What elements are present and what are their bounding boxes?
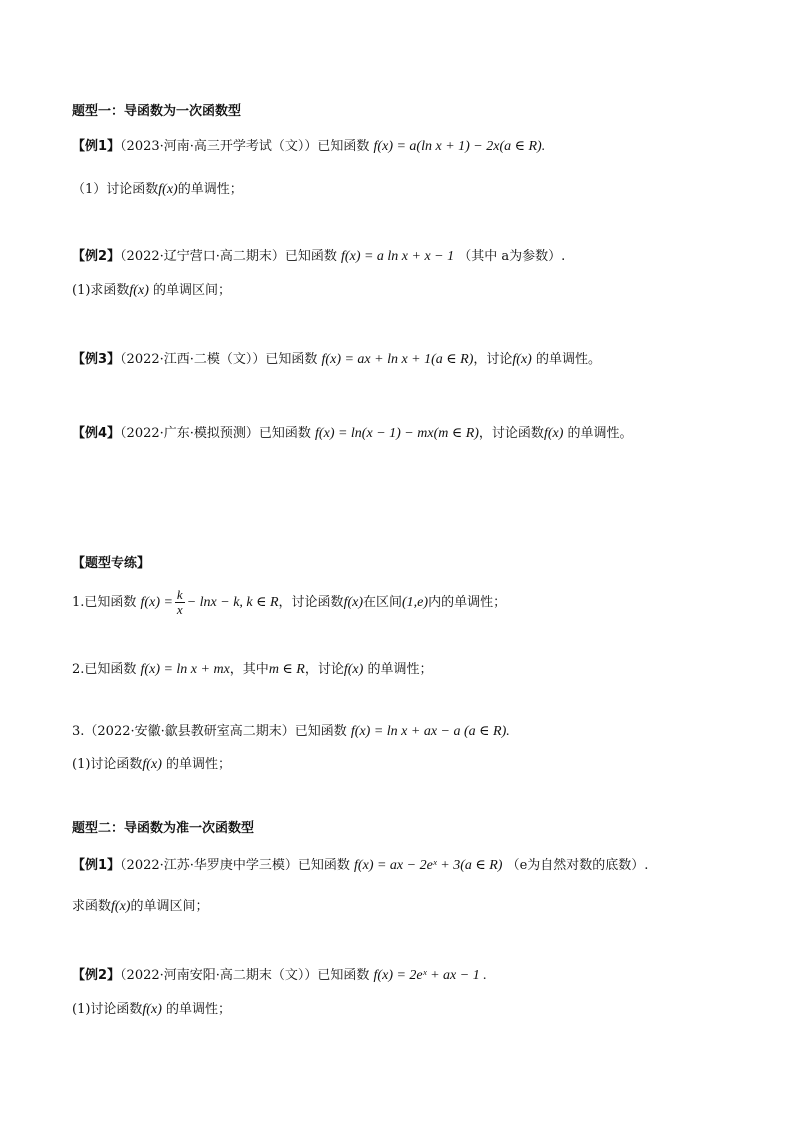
- example-2-2-question-1: [72, 1000, 231, 1020]
- example-tail: ，讨论函数: [478, 426, 544, 441]
- example-source: （2022·辽宁营口·高二期末）已知函数: [120, 249, 337, 264]
- example-3: [72, 350, 601, 370]
- question-text: 3.（2022·安徽·歙县教研室高二期末）已知函数: [72, 724, 347, 739]
- question-text: 的单调性；: [367, 662, 433, 677]
- question-text: 内的单调性；: [428, 595, 507, 610]
- example-source: （2023·河南·高三开学考试（文））已知函数: [120, 139, 370, 154]
- question-text: ，讨论函数: [278, 595, 344, 610]
- example-tail: ，讨论: [473, 352, 513, 367]
- fraction-numerator: k: [176, 587, 183, 602]
- example-tag: 【例2】: [72, 968, 121, 983]
- question-text: ，讨论: [304, 662, 344, 677]
- question-text: 2.已知函数: [72, 662, 137, 677]
- math-func: f(x): [142, 757, 162, 772]
- math-func: f(x): [343, 595, 363, 610]
- example-tag: 【例2】: [72, 249, 121, 264]
- math-formula: f(x) = ln x + ax − a (a ∈ R).: [350, 724, 510, 739]
- math-func: f(x): [142, 1002, 162, 1017]
- question-text: (1)求函数: [72, 283, 130, 298]
- question-text: 1.已知函数: [72, 595, 137, 610]
- question-text: 在区间: [363, 595, 403, 610]
- section-title-2: 题型二：导函数为准一次函数型: [72, 821, 255, 836]
- math-formula: f(x) = a(ln x + 1) − 2x(a ∈ R).: [373, 139, 546, 154]
- example-source: （2022·河南安阳·高二期末（文））已知函数: [120, 968, 370, 983]
- math-formula: f(x) = ln(x − 1) − mx(m ∈ R): [315, 426, 479, 441]
- example-2-question-1: [72, 281, 231, 301]
- question-text: 求函数: [72, 899, 112, 914]
- question-text: 的单调性；: [166, 1002, 232, 1017]
- fraction: [175, 588, 185, 617]
- example-2-1: [72, 856, 648, 876]
- math-rest: − lnx − k, k ∈ R: [186, 595, 279, 610]
- question-text: 的单调区间；: [153, 283, 232, 298]
- math-formula: f(x) = ln x + mx: [140, 662, 230, 677]
- example-2: [72, 247, 565, 267]
- practice-title: 【题型专练】: [72, 556, 151, 571]
- example-1-question-1: [72, 180, 243, 200]
- math-func: f(x): [343, 662, 364, 677]
- question-text: 的单调性；: [177, 182, 243, 197]
- example-1: [72, 137, 545, 157]
- question-text: (1)讨论函数: [72, 757, 143, 772]
- practice-3-question-1: [72, 755, 231, 775]
- math-formula: f(x) = 2eˣ + ax − 1 .: [373, 968, 487, 983]
- math-func: f(x): [129, 283, 149, 298]
- practice-2: [72, 660, 432, 680]
- example-tag: 【例4】: [72, 426, 121, 441]
- question-text: （1）讨论函数: [72, 182, 159, 197]
- example-source: （2022·广东·模拟预测）已知函数: [120, 426, 311, 441]
- example-tail: 的单调性。: [567, 426, 633, 441]
- math-func: f(x): [512, 352, 532, 367]
- math-formula: f(x) = a ln x + x − 1: [341, 249, 455, 264]
- math-interval: (1,e): [402, 595, 429, 610]
- math-condition: m ∈ R: [268, 662, 305, 677]
- example-tail: 的单调性。: [535, 352, 601, 367]
- question-text: ，其中: [229, 662, 269, 677]
- example-tail: （e为自然对数的底数）.: [506, 858, 649, 873]
- fraction-denominator: x: [176, 602, 183, 617]
- example-4: [72, 424, 633, 444]
- example-tag: 【例3】: [72, 352, 121, 367]
- example-tag: 【例1】: [72, 858, 121, 873]
- math-lhs: f(x) =: [140, 595, 173, 610]
- section-title-1: 题型一：导函数为一次函数型: [72, 104, 242, 119]
- question-text: 的单调性；: [166, 757, 232, 772]
- example-tag: 【例1】: [72, 139, 121, 154]
- practice-1: [72, 588, 506, 617]
- example-source: （2022·江西·二模（文））已知函数: [120, 352, 318, 367]
- math-formula: f(x) = ax − 2eˣ + 3(a ∈ R): [354, 858, 503, 873]
- question-text: 的单调区间；: [130, 899, 209, 914]
- math-func: f(x): [111, 899, 131, 914]
- math-func: f(x): [158, 182, 178, 197]
- practice-3: [72, 722, 510, 742]
- question-text: (1)讨论函数: [72, 1002, 143, 1017]
- example-2-2: [72, 966, 487, 986]
- example-source: （2022·江苏·华罗庚中学三模）已知函数: [120, 858, 350, 873]
- example-tail: （其中 a为参数）.: [458, 249, 566, 264]
- math-formula: f(x) = ax + ln x + 1(a ∈ R): [321, 352, 474, 367]
- example-2-1-question: [72, 897, 208, 917]
- math-func: f(x): [543, 426, 564, 441]
